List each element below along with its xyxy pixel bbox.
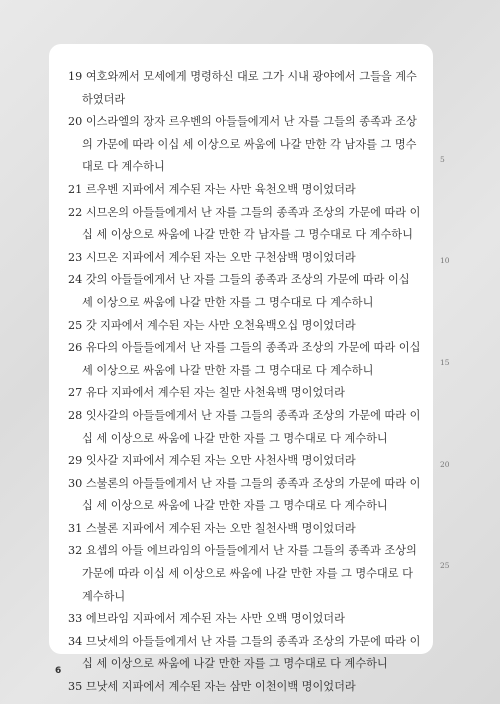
verse-number: 29 [68, 454, 83, 468]
verse-number: 34 [68, 634, 83, 648]
verse-text: 십 세 이상으로 싸움에 나갈 만한 자를 그 명수대로 다 계수하니 [82, 431, 388, 445]
verse-number: 24 [68, 273, 83, 287]
verse-line [68, 360, 428, 383]
verse-text: 유다의 아들들에게서 난 자를 그들의 종족과 조상의 가문에 따라 이십 [85, 341, 421, 355]
verse-line [68, 292, 428, 315]
verse-line [68, 66, 428, 89]
line-marker-10: 10 [440, 256, 450, 265]
verse-text: 스불론의 아들들에게서 난 자를 그들의 종족과 조상의 가문에 따라 이 [85, 476, 421, 490]
verse-line [68, 631, 428, 654]
verse-line [68, 89, 428, 112]
verse-text: 여호와께서 모세에게 명령하신 대로 그가 시내 광야에서 그들을 계수 [85, 70, 417, 83]
verse-text: 의 가문에 따라 이십 세 이상으로 싸움에 나갈 만한 각 남자를 그 명수 [82, 137, 417, 151]
verse-text: 시므온 지파에서 계수된 자는 오만 구천삼백 명이었더라 [85, 250, 356, 264]
verse-line [68, 608, 428, 631]
verse-text: 스불론 지파에서 계수된 자는 오만 칠천사백 명이었더라 [85, 521, 356, 535]
verse-number: 30 [68, 476, 83, 490]
verse-number: 31 [68, 521, 83, 535]
verse-number: 22 [68, 205, 83, 219]
verse-line [68, 382, 428, 405]
verse-text: 갓 지파에서 계수된 자는 사만 오천육백오십 명이었더라 [85, 318, 356, 332]
verse-number: 32 [68, 544, 83, 558]
line-marker-15: 15 [440, 358, 450, 367]
verse-line [68, 653, 428, 676]
verse-number: 27 [68, 386, 83, 400]
verse-text: 계수하니 [82, 589, 126, 603]
verse-text: 시므온의 아들들에게서 난 자를 그들의 종족과 조상의 가문에 따라 이 [85, 205, 421, 219]
verse-number: 19 [68, 70, 83, 83]
verse-line [68, 450, 428, 473]
verse-number: 28 [68, 408, 83, 422]
verse-line [68, 247, 428, 270]
verse-line [68, 179, 428, 202]
verse-text: 십 세 이상으로 싸움에 나갈 만한 자를 그 명수대로 다 계수하니 [82, 657, 388, 671]
verse-text: 대로 다 계수하니 [82, 160, 165, 174]
verse-text: 이스라엘의 장자 르우벤의 아들들에게서 난 자를 그들의 종족과 조상 [85, 115, 417, 129]
verse-number: 33 [68, 612, 83, 626]
verse-list [68, 66, 428, 699]
verse-number: 35 [68, 680, 83, 694]
verse-text: 십 세 이상으로 싸움에 나갈 만한 각 남자를 그 명수대로 다 계수하니 [82, 228, 413, 242]
verse-text: 갓의 아들들에게서 난 자를 그들의 종족과 조상의 가문에 따라 이십 [85, 273, 410, 287]
verse-line [68, 315, 428, 338]
verse-text: 세 이상으로 싸움에 나갈 만한 자를 그 명수대로 다 계수하니 [82, 295, 374, 309]
verse-line [68, 202, 428, 225]
line-marker-5: 5 [440, 155, 445, 164]
line-marker-25: 25 [440, 561, 450, 570]
verse-line [68, 405, 428, 428]
verse-line [68, 563, 428, 586]
verse-text: 잇사갈 지파에서 계수된 자는 오만 사천사백 명이었더라 [85, 454, 356, 468]
verse-number: 25 [68, 318, 83, 332]
verse-text: 요셉의 아들 에브라임의 아들들에게서 난 자를 그들의 종족과 조상의 [85, 544, 417, 558]
verse-line [68, 676, 428, 699]
verse-number: 26 [68, 341, 83, 355]
verse-line [68, 540, 428, 563]
page-number: 6 [55, 666, 62, 676]
verse-line [68, 111, 428, 134]
verse-number: 20 [68, 115, 83, 129]
verse-line [68, 473, 428, 496]
line-marker-20: 20 [440, 460, 450, 469]
verse-text: 세 이상으로 싸움에 나갈 만한 자를 그 명수대로 다 계수하니 [82, 363, 374, 377]
verse-number: 23 [68, 250, 83, 264]
verse-line [68, 156, 428, 179]
verse-text: 유다 지파에서 계수된 자는 칠만 사천육백 명이었더라 [85, 386, 345, 400]
verse-line [68, 269, 428, 292]
verse-text: 므낫세의 아들들에게서 난 자를 그들의 종족과 조상의 가문에 따라 이 [85, 634, 421, 648]
verse-line [68, 134, 428, 157]
verse-text: 가문에 따라 이십 세 이상으로 싸움에 나갈 만한 자를 그 명수대로 다 [82, 567, 413, 581]
verse-text: 므낫세 지파에서 계수된 자는 삼만 이천이백 명이었더라 [85, 680, 356, 694]
verse-line [68, 224, 428, 247]
verse-text: 에브라임 지파에서 계수된 자는 사만 오백 명이었더라 [85, 612, 345, 626]
verse-line [68, 495, 428, 518]
verse-line [68, 586, 428, 609]
verse-text: 르우벤 지파에서 계수된 자는 사만 육천오백 명이었더라 [85, 182, 356, 196]
verse-text: 잇사갈의 아들들에게서 난 자를 그들의 종족과 조상의 가문에 따라 이 [85, 408, 421, 422]
verse-line [68, 518, 428, 541]
verse-line [68, 428, 428, 451]
verse-line [68, 337, 428, 360]
verse-number: 21 [68, 182, 83, 196]
verse-text: 십 세 이상으로 싸움에 나갈 만한 자를 그 명수대로 다 계수하니 [82, 499, 388, 513]
verse-text: 하였더라 [82, 92, 126, 106]
